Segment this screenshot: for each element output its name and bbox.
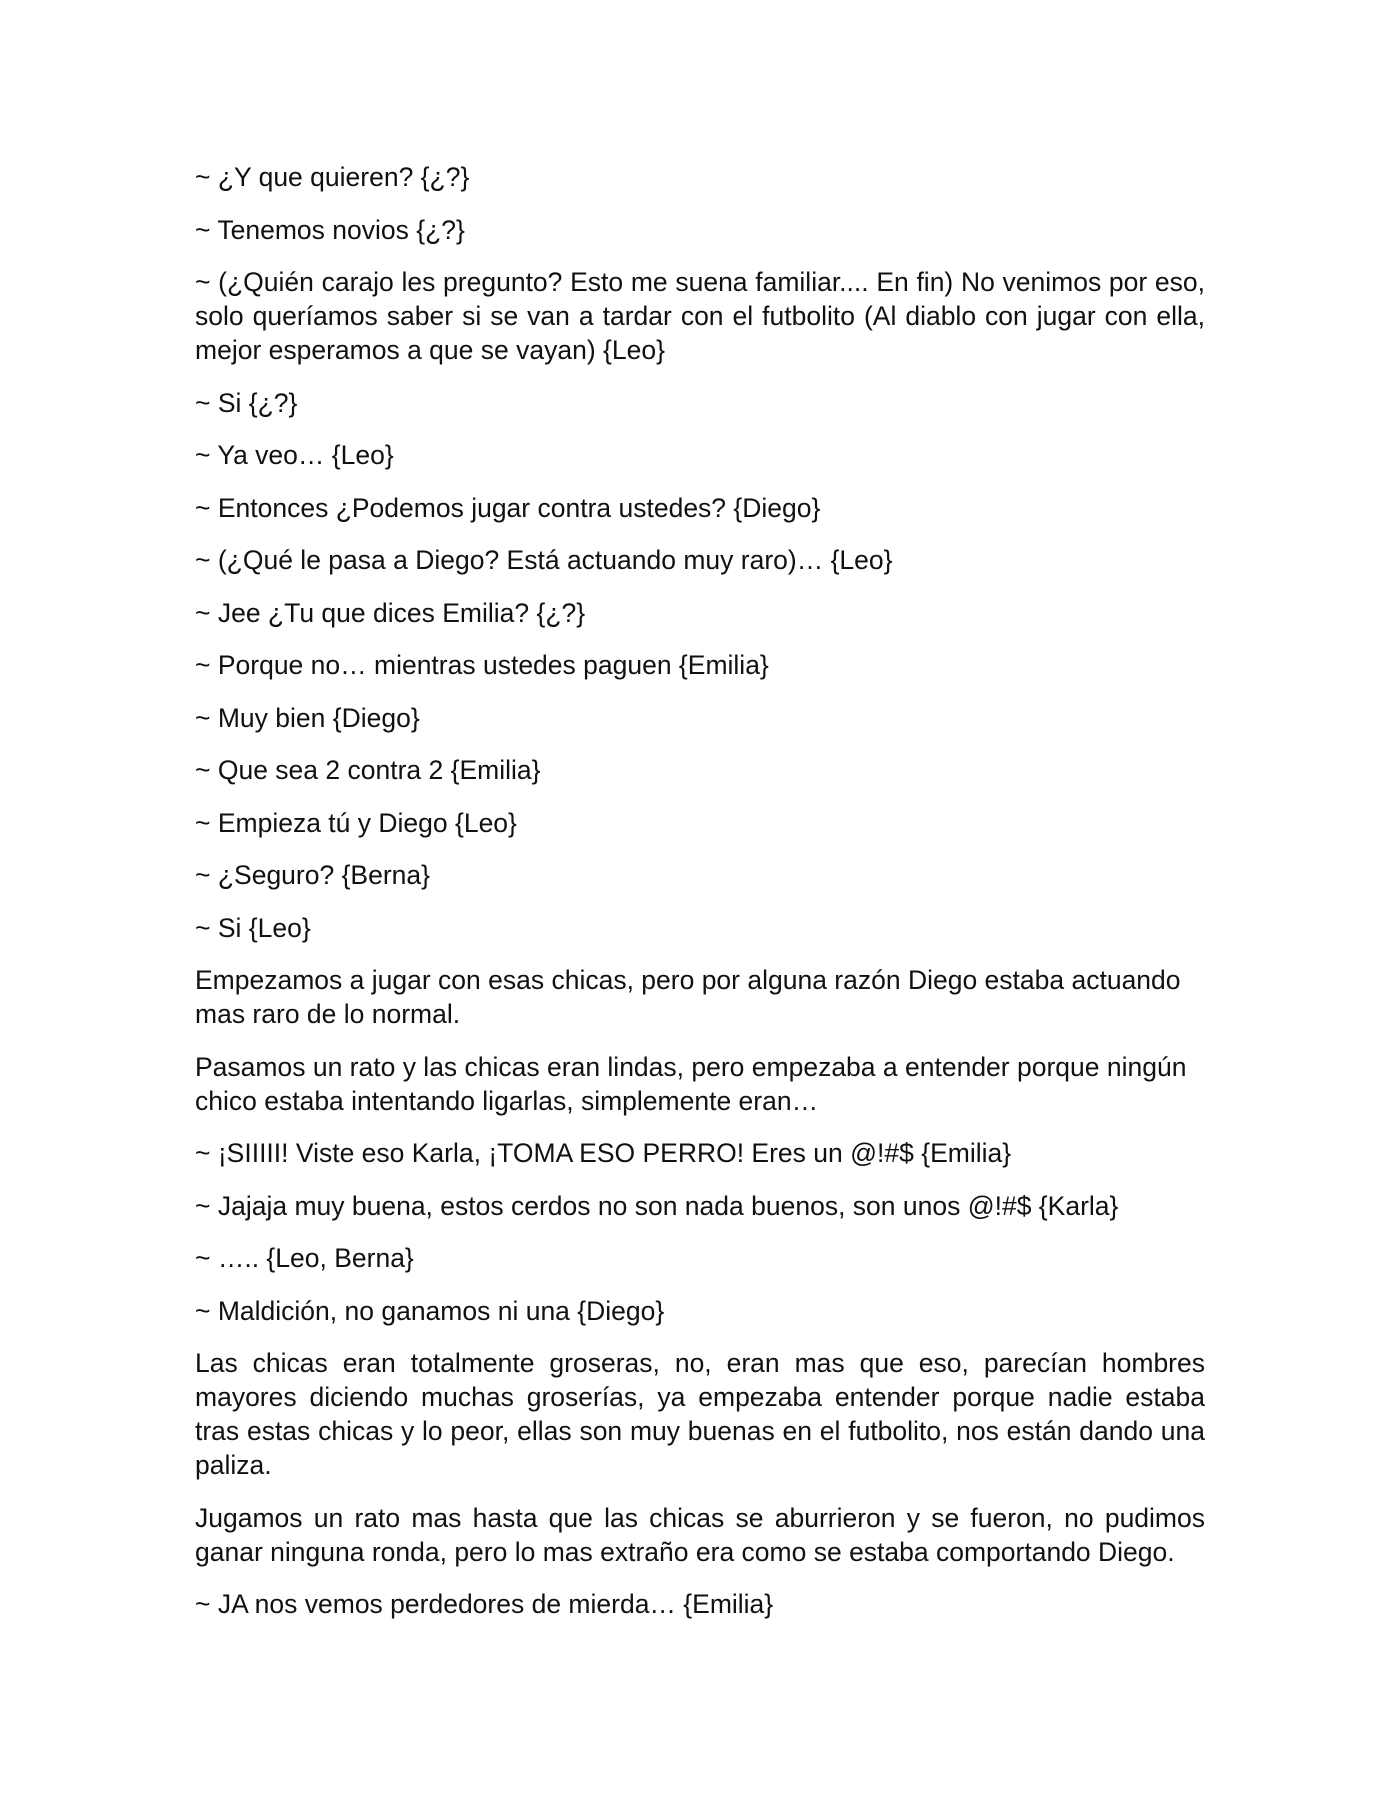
- dialogue-line: ~ Maldición, no ganamos ni una {Diego}: [195, 1295, 665, 1326]
- narration-paragraph: Jugamos un rato mas hasta que las chicas se aburrieron y se fueron, no pudimos ganar ninguna ronda, pero lo mas extraño era como se estaba comportando Diego.: [195, 1502, 1205, 1567]
- dialogue-line: ~ Que sea 2 contra 2 {Emilia}: [195, 755, 541, 785]
- narration-paragraph: Empezamos a jugar con esas chicas, pero por alguna razón Diego estaba actuando mas raro de lo normal.: [195, 965, 1181, 1029]
- dialogue-line: ~ Porque no… mientras ustedes paguen {Emilia}: [195, 650, 769, 680]
- dialogue-line: ~ Jee ¿Tu que dices Emilia? {¿?}: [195, 597, 586, 628]
- document-page: [195, 160, 1205, 1640]
- dialogue-line: ~ Ya veo… {Leo}: [195, 440, 394, 470]
- dialogue-line: ~ ….. {Leo, Berna}: [195, 1243, 414, 1273]
- dialogue-line: ~ Si {Leo}: [195, 912, 311, 943]
- narration-paragraph: Pasamos un rato y las chicas eran lindas, pero empezaba a entender porque ningún chico estaba intentando ligarlas, simplemente eran…: [195, 1051, 1187, 1116]
- dialogue-line: ~ (¿Quién carajo les pregunto? Esto me suena familiar.... En fin) No venimos por eso, solo queríamos saber si se van a tardar con el futbolito (Al diablo con jugar con ella, mejor esperamos a que se vayan) {Leo}: [195, 267, 1205, 365]
- dialogue-line: ~ Jajaja muy buena, estos cerdos no son nada buenos, son unos @!#$ {Karla}: [195, 1190, 1119, 1221]
- dialogue-line: ~ Entonces ¿Podemos jugar contra ustedes? {Diego}: [195, 492, 821, 523]
- dialogue-line: ~ Tenemos novios {¿?}: [195, 214, 465, 245]
- narration-paragraph: Las chicas eran totalmente groseras, no, eran mas que eso, parecían hombres mayores diciendo muchas groserías, ya empezaba entender porque nadie estaba tras estas chicas y lo peor, ellas son muy buenas en el futbolito, nos están dando una paliza.: [195, 1348, 1205, 1480]
- dialogue-line: ~ JA nos vemos perdedores de mierda… {Emilia}: [195, 1589, 774, 1619]
- dialogue-line: ~ (¿Qué le pasa a Diego? Está actuando muy raro)… {Leo}: [195, 545, 893, 575]
- dialogue-line: ~ Muy bien {Diego}: [195, 702, 420, 733]
- dialogue-line: ~ ¿Seguro? {Berna}: [195, 860, 430, 890]
- dialogue-line: ~ ¿Y que quieren? {¿?}: [195, 162, 470, 192]
- dialogue-line: ~ Si {¿?}: [195, 387, 298, 418]
- dialogue-line: ~ Empieza tú y Diego {Leo}: [195, 807, 517, 838]
- dialogue-line: ~ ¡SIIIII! Viste eso Karla, ¡TOMA ESO PERRO! Eres un @!#$ {Emilia}: [195, 1138, 1012, 1168]
